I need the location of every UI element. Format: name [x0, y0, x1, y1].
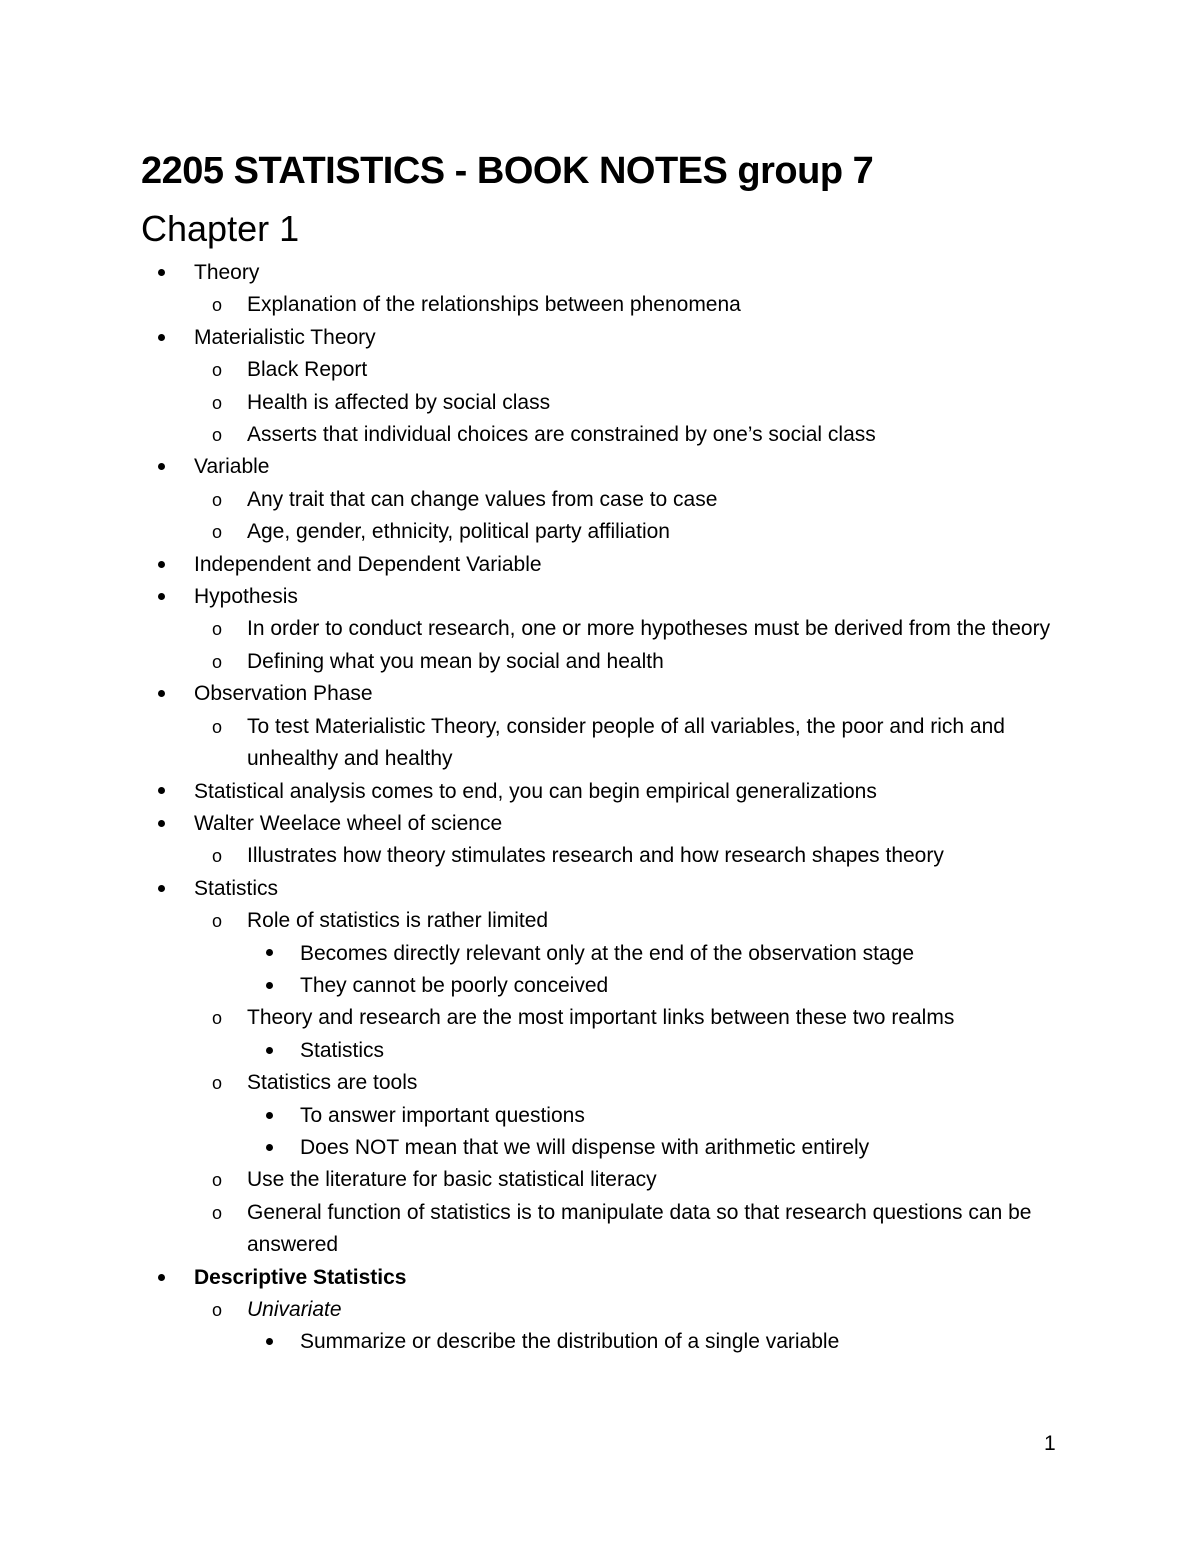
- bullet-dot-icon: [266, 1047, 273, 1054]
- list-item-text: Health is affected by social class: [247, 390, 551, 414]
- list-item-text: Independent and Dependent Variable: [194, 552, 542, 576]
- list-item-text: Role of statistics is rather limited: [247, 909, 549, 933]
- bullet-dot-icon: [158, 1274, 165, 1281]
- list-item-text: Age, gender, ethnicity, political party affiliation: [247, 520, 670, 544]
- page-number: 1: [1044, 1432, 1056, 1455]
- list-item-text: To test Materialistic Theory, consider people of all variables, the poor and rich and unhealthy and healthy: [247, 714, 1005, 771]
- hollow-o-bullet: o: [212, 1170, 223, 1191]
- list-item: [0, 1002, 1200, 1034]
- list-item: [0, 808, 1200, 840]
- notes-list: [0, 257, 1200, 1359]
- hollow-o-bullet: o: [212, 651, 223, 672]
- hollow-o-bullet: o: [212, 1202, 223, 1223]
- filled-circle-bullet-icon: [158, 1262, 165, 1294]
- list-item: [0, 516, 1200, 548]
- filled-circle-bullet-icon: [158, 776, 165, 808]
- list-item-text: Materialistic Theory: [194, 325, 376, 349]
- list-item-text: Becomes directly relevant only at the end of the observation stage: [300, 941, 915, 965]
- list-item-text: In order to conduct research, one or more hypotheses must be derived from the theory: [247, 617, 1051, 641]
- list-item-text: Statistics: [300, 1038, 385, 1062]
- hollow-o-bullet: o: [212, 295, 223, 316]
- hollow-o-bullet: o: [212, 1300, 223, 1320]
- list-item: [0, 1035, 1200, 1067]
- list-item-text: Summarize or describe the distribution of a single variable: [300, 1330, 840, 1354]
- list-item-text: General function of statistics is to manipulate data so that research questions can be answered: [247, 1200, 1032, 1257]
- bullet-dot-icon: [266, 1144, 273, 1151]
- bullet-dot-icon: [158, 269, 165, 276]
- bullet-dot-icon: [266, 982, 273, 989]
- list-item: [0, 257, 1200, 289]
- list-item: [0, 354, 1200, 386]
- filled-circle-bullet-icon: [158, 873, 165, 905]
- hollow-o-bullet: o: [212, 716, 223, 737]
- hollow-o-bullet: o: [212, 1008, 223, 1029]
- list-item: [0, 711, 1200, 776]
- filled-circle-bullet-icon: [266, 938, 273, 970]
- list-item-text: Does NOT mean that we will dispense with arithmetic entirely: [300, 1135, 870, 1159]
- hollow-o-bullet: o: [212, 911, 223, 932]
- list-item-text: Univariate: [247, 1298, 342, 1321]
- list-item: [0, 419, 1200, 451]
- hollow-o-bullet: o: [212, 360, 223, 381]
- hollow-o-bullet: o: [212, 489, 223, 510]
- bullet-dot-icon: [266, 1112, 273, 1119]
- list-item-text: Observation Phase: [194, 682, 373, 706]
- list-item: [0, 289, 1200, 321]
- list-item: [0, 970, 1200, 1002]
- document-title: 2205 STATISTICS - BOOK NOTES group 7: [141, 150, 874, 192]
- hollow-o-bullet: o: [212, 522, 223, 543]
- list-item-text: Variable: [194, 455, 270, 479]
- filled-circle-bullet-icon: [266, 1100, 273, 1132]
- list-item: [0, 1100, 1200, 1132]
- list-item-text: Statistical analysis comes to end, you can begin empirical generalizations: [194, 779, 877, 803]
- list-item: [0, 1294, 1200, 1326]
- list-item: [0, 1067, 1200, 1099]
- filled-circle-bullet-icon: [266, 970, 273, 1002]
- hollow-o-bullet: o: [212, 846, 223, 867]
- list-item-text: Illustrates how theory stimulates research and how research shapes theory: [247, 844, 944, 868]
- list-item-text: Hypothesis: [194, 585, 298, 609]
- list-item-text: Theory and research are the most important links between these two realms: [247, 1006, 955, 1030]
- filled-circle-bullet-icon: [266, 1035, 273, 1067]
- bullet-dot-icon: [266, 1338, 273, 1345]
- list-item: [0, 646, 1200, 678]
- list-item-text: Black Report: [247, 358, 368, 382]
- hollow-o-bullet: o: [212, 619, 223, 640]
- list-item: [0, 678, 1200, 710]
- list-item: [0, 1132, 1200, 1164]
- list-item: [0, 1164, 1200, 1196]
- bullet-dot-icon: [158, 463, 165, 470]
- list-item-text: Descriptive Statistics: [194, 1265, 407, 1289]
- list-item-text: Statistics are tools: [247, 1071, 418, 1095]
- list-item: [0, 873, 1200, 905]
- list-item: [0, 776, 1200, 808]
- list-item: [0, 1326, 1200, 1358]
- bullet-dot-icon: [158, 787, 165, 794]
- hollow-o-bullet: o: [212, 392, 223, 413]
- list-item-text: Use the literature for basic statistical literacy: [247, 1168, 657, 1192]
- list-item: [0, 938, 1200, 970]
- hollow-o-bullet: o: [212, 1073, 223, 1094]
- filled-circle-bullet-icon: [158, 581, 165, 613]
- filled-circle-bullet-icon: [266, 1132, 273, 1164]
- list-item: [0, 581, 1200, 613]
- list-item: [0, 484, 1200, 516]
- list-item-text: Any trait that can change values from case to case: [247, 487, 718, 511]
- list-item-text: Statistics: [194, 876, 279, 900]
- filled-circle-bullet-icon: [158, 451, 165, 483]
- hollow-o-bullet: o: [212, 425, 223, 446]
- filled-circle-bullet-icon: [158, 322, 165, 354]
- list-item: [0, 387, 1200, 419]
- list-item: [0, 905, 1200, 937]
- bullet-dot-icon: [158, 334, 165, 341]
- list-item: [0, 451, 1200, 483]
- bullet-dot-icon: [158, 820, 165, 827]
- list-item: [0, 1262, 1200, 1294]
- filled-circle-bullet-icon: [266, 1326, 273, 1358]
- list-item-text: To answer important questions: [300, 1103, 585, 1127]
- bullet-dot-icon: [266, 949, 273, 956]
- filled-circle-bullet-icon: [158, 678, 165, 710]
- filled-circle-bullet-icon: [158, 808, 165, 840]
- filled-circle-bullet-icon: [158, 257, 165, 289]
- list-item-text: Asserts that individual choices are constrained by one’s social class: [247, 423, 876, 447]
- bullet-dot-icon: [158, 885, 165, 892]
- list-item: [0, 613, 1200, 645]
- list-item-text: They cannot be poorly conceived: [300, 973, 609, 997]
- chapter-heading: Chapter 1: [141, 208, 300, 249]
- list-item-text: Defining what you mean by social and health: [247, 649, 664, 673]
- list-item: [0, 549, 1200, 581]
- list-item-text: Explanation of the relationships between phenomena: [247, 293, 741, 317]
- list-item: [0, 840, 1200, 872]
- list-item-text: Theory: [194, 261, 260, 284]
- bullet-dot-icon: [158, 690, 165, 697]
- list-item: [0, 322, 1200, 354]
- list-item: [0, 1197, 1200, 1262]
- bullet-dot-icon: [158, 593, 165, 600]
- bullet-dot-icon: [158, 561, 165, 568]
- list-item-text: Walter Weelace wheel of science: [194, 811, 503, 835]
- filled-circle-bullet-icon: [158, 549, 165, 581]
